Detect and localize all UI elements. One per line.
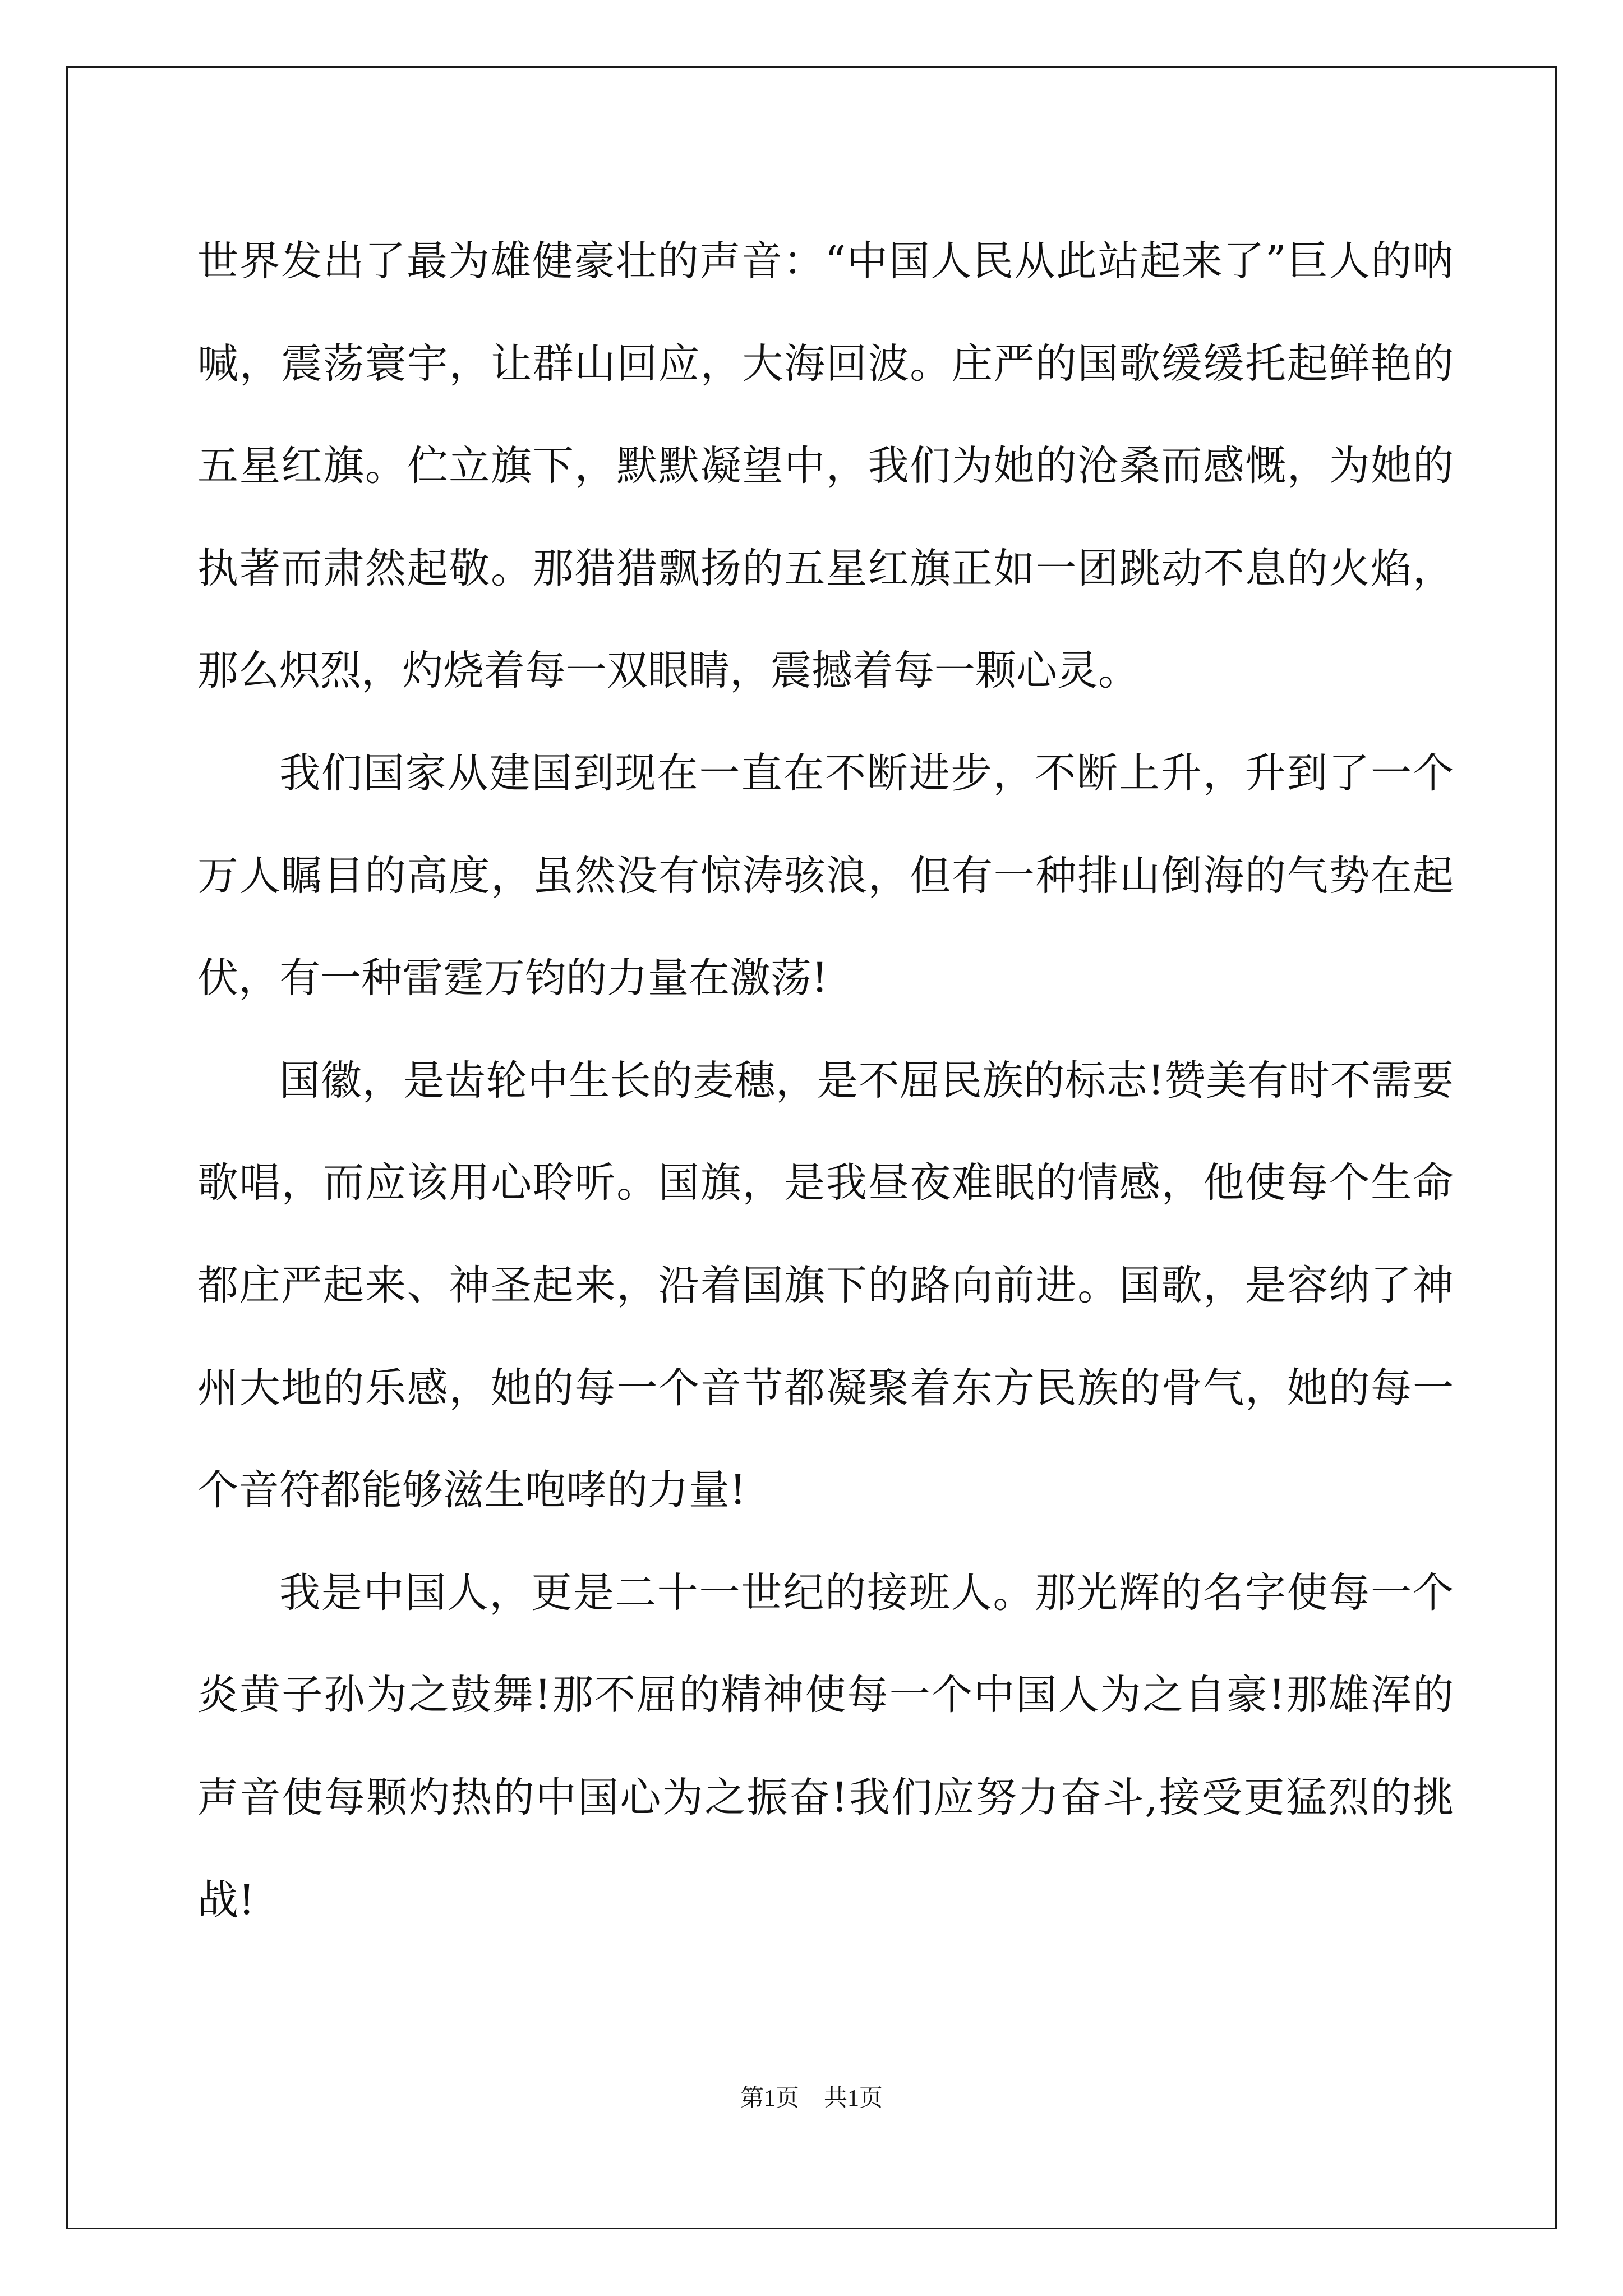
page-total: 共1页 xyxy=(824,2086,883,2111)
paragraph-2: 我们国家从建国到现在一直在不断进步，不断上升，升到了一个万人瞩目的高度，虽然没有惊涛骇浪，但有一种排山倒海的气势在起伏，有一种雷霆万钧的力量在激荡! xyxy=(197,749,1454,1002)
page-footer xyxy=(0,2085,1623,2113)
paragraph-4: 我是中国人，更是二十一世纪的接班人。那光辉的名字使每一个炎黄子孙为之鼓舞!那不屈的精神使每一个中国人为之自豪!那雄浑的声音使每颗灼热的中国心为之振奋!我们应努力奋斗,接受更猛烈的挑战! xyxy=(197,1568,1454,1924)
paragraph-1: 世界发出了最为雄健豪壮的声音：“中国人民从此站起来了”巨人的呐喊，震荡寰宇，让群山回应，大海回波。庄严的国歌缓缓托起鲜艳的五星红旗。伫立旗下，默默凝望中，我们为她的沧桑而感慨，为她的执著而肃然起敬。那猎猎飘扬的五星红旗正如一团跳动不息的火焰，那么炽烈，灼烧着每一双眼睛，震撼着每一颗心灵。 xyxy=(197,237,1454,695)
page-number: 第1页 xyxy=(740,2086,799,2111)
paragraph-3: 国徽，是齿轮中生长的麦穗，是不屈民族的标志!赞美有时不需要歌唱，而应该用心聆听。国旗，是我昼夜难眠的情感，他使每个生命都庄严起来、神圣起来，沿着国旗下的路向前进。国歌，是容纳了神州大地的乐感，她的每一个音节都凝聚着东方民族的骨气，她的每一个音符都能够滋生咆哮的力量! xyxy=(197,1056,1454,1515)
document-body xyxy=(197,210,1454,1952)
